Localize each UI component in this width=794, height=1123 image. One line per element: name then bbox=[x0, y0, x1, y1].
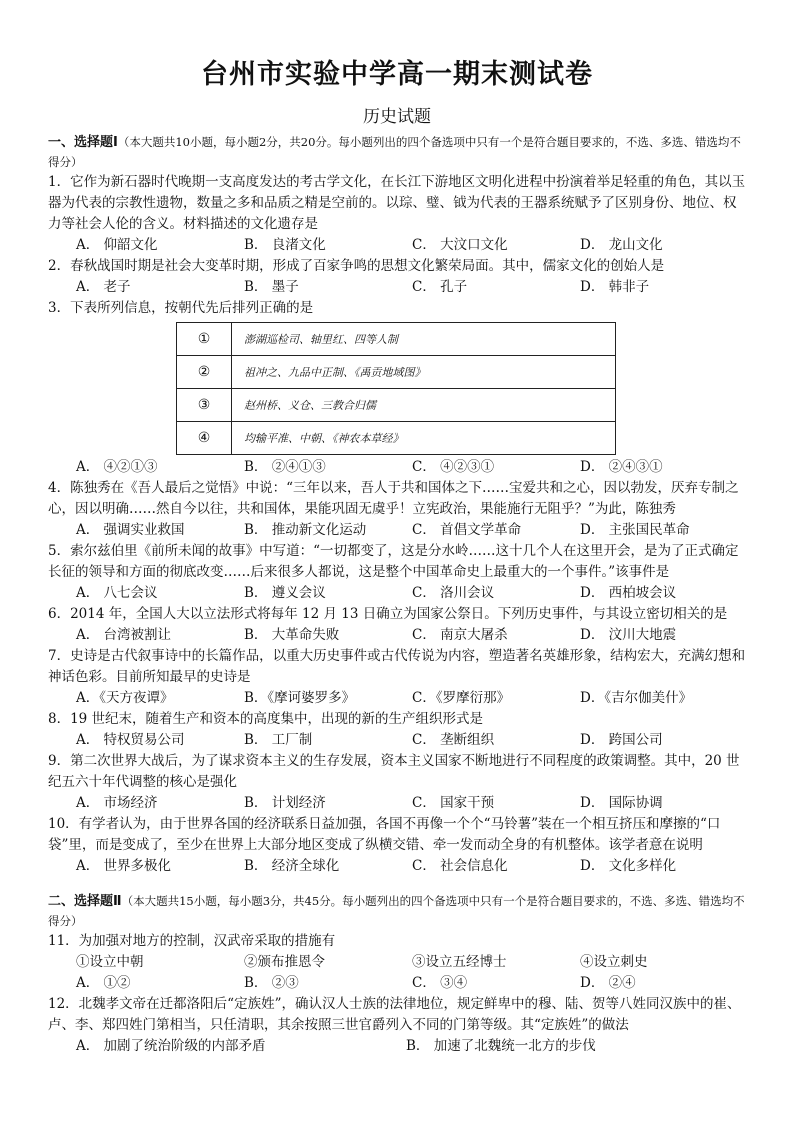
question-10-options bbox=[48, 856, 748, 877]
question-5-stem: 5．索尔兹伯里《前所未闻的故事》中写道：“一切都变了，这是分水岭……这十几个人在这里开会，是为了正式确定长征的领导和方面的彻底改变……后来很多人都说，这是整个中国革命史上最重大的一个事件。”该事件是 bbox=[48, 543, 739, 580]
option-c[interactable]: C． 首倡文学革命 bbox=[412, 522, 522, 538]
option-b[interactable]: B． 工厂制 bbox=[244, 732, 313, 748]
row-number: ④ bbox=[177, 422, 232, 455]
question-2-stem: 2．春秋战国时期是社会大变革时期，形成了百家争鸣的思想文化繁荣局面。其中，儒家文化的创始人是 bbox=[48, 258, 665, 274]
question-5-options bbox=[48, 583, 748, 604]
table-row bbox=[177, 323, 616, 356]
option-c[interactable]: C． 垄断组织 bbox=[412, 732, 495, 748]
row-text: 祖冲之、九品中正制、《禹贡地域图》 bbox=[232, 356, 616, 389]
section-1-header bbox=[48, 132, 748, 172]
row-text: 均输平准、中朝、《神农本草经》 bbox=[232, 422, 616, 455]
row-text: 赵州桥、义仓、三教合归儒 bbox=[232, 389, 616, 422]
question-8-stem: 8．19 世纪末，随着生产和资本的高度集中，出现的新的生产组织形式是 bbox=[48, 711, 484, 727]
statement-item: ②颁布推恩令 bbox=[244, 954, 325, 970]
question-11-options bbox=[48, 973, 748, 994]
section-instructions: （本大题共15小题，每小题3分，共45分。每小题列出的四个备选项中只有一个是符合题目要求的，不选、多选、错选均不得分） bbox=[48, 894, 745, 928]
row-text: 澎湖巡检司、轴里红、四等人制 bbox=[232, 323, 616, 356]
option-d[interactable]: D． 西柏坡会议 bbox=[580, 585, 677, 601]
option-a[interactable]: A． 八七会议 bbox=[76, 585, 158, 601]
section-instructions: （本大题共10小题，每小题2分，共20分。每小题列出的四个备选项中只有一个是符合题目要求的，不选、多选、错选均不得分） bbox=[48, 135, 741, 169]
statement-item: ③设立五经博士 bbox=[412, 954, 507, 970]
dynasty-info-table bbox=[176, 322, 616, 455]
section-gap bbox=[48, 877, 748, 891]
option-b[interactable]: B． 遵义会议 bbox=[244, 585, 326, 601]
question-2-options bbox=[48, 277, 748, 298]
question-4-options bbox=[48, 520, 748, 541]
exam-title: 台州市实验中学高一期末测试卷 bbox=[201, 59, 593, 90]
option-c[interactable]: C． 社会信息化 bbox=[412, 858, 508, 874]
option-a[interactable]: A． 台湾被割让 bbox=[76, 627, 172, 643]
question-9-options bbox=[48, 793, 748, 814]
section-2-header bbox=[48, 891, 748, 931]
option-a[interactable]: A． 市场经济 bbox=[76, 795, 158, 811]
option-d[interactable]: D． 跨国公司 bbox=[580, 732, 663, 748]
option-a[interactable]: A． 仰韶文化 bbox=[76, 237, 158, 253]
question-6-options bbox=[48, 625, 748, 646]
option-d[interactable]: D． 韩非子 bbox=[580, 279, 650, 295]
table-row bbox=[177, 422, 616, 455]
section-title: 二、选择题Ⅱ bbox=[48, 894, 122, 909]
option-c[interactable]: C．《罗摩衍那》 bbox=[412, 690, 511, 706]
option-d[interactable]: D． 龙山文化 bbox=[580, 237, 663, 253]
question-12-options bbox=[48, 1036, 748, 1057]
option-b[interactable]: B． 墨子 bbox=[244, 279, 299, 295]
option-b[interactable]: B． 计划经济 bbox=[244, 795, 326, 811]
statement-item: ④设立刺史 bbox=[580, 954, 648, 970]
option-a[interactable]: A． 老子 bbox=[76, 279, 131, 295]
question-1-stem: 1．它作为新石器时代晚期一支高度发达的考古学文化，在长江下游地区文明化进程中扮演着举足轻重的角色，其以玉器为代表的宗教性遗物，数量之多和品质之精是空前的。以琮、璧、钺为代表的王器系统赋予了区别身份、地位、权力等社会人伦的含义。材料描述的文化遗存是 bbox=[48, 174, 746, 232]
question-4-stem: 4．陈独秀在《吾人最后之觉悟》中说：“三年以来，吾人于共和国体之下……宝爱共和之心，因以勃发，厌弃专制之心，因以明确……然自今以往，共和国体，果能巩固无虞乎！立宪政治，果能施行无阻乎？”为此，陈独秀 bbox=[48, 480, 739, 517]
question-12-stem: 12．北魏孝文帝在迁都洛阳后“定族姓”，确认汉人士族的法律地位，规定鲜卑中的穆、陆、贺等八姓同汉族中的崔、卢、李、郑四姓门第相当，只任清职，其余按照三世官爵列入不同的门第等级。其“定族姓”的做法 bbox=[48, 996, 741, 1033]
question-6-stem: 6．2014 年，全国人大以立法形式将每年 12 月 13 日确立为国家公祭日。下列历史事件，与其设立密切相关的是 bbox=[48, 606, 728, 622]
option-c[interactable]: C． ③④ bbox=[412, 975, 468, 991]
option-b[interactable]: B． ②④①③ bbox=[244, 459, 326, 475]
exam-subtitle: 历史试题 bbox=[363, 107, 431, 127]
question-7-options bbox=[48, 688, 748, 709]
option-b[interactable]: B． 经济全球化 bbox=[244, 858, 340, 874]
statement-item: ①设立中朝 bbox=[76, 954, 144, 970]
option-d[interactable]: D． 主张国民革命 bbox=[580, 522, 690, 538]
option-c[interactable]: C． ④②③① bbox=[412, 459, 495, 475]
option-d[interactable]: D．《吉尔伽美什》 bbox=[580, 690, 693, 706]
option-a[interactable]: A． 世界多极化 bbox=[76, 858, 172, 874]
question-3-options bbox=[48, 457, 748, 478]
option-a[interactable]: A． 加剧了统治阶级的内部矛盾 bbox=[76, 1038, 266, 1054]
row-number: ③ bbox=[177, 389, 232, 422]
option-d[interactable]: D． 汶川大地震 bbox=[580, 627, 677, 643]
option-a[interactable]: A． 强调实业救国 bbox=[76, 522, 185, 538]
option-d[interactable]: D． ②④③① bbox=[580, 459, 663, 475]
question-1-options bbox=[48, 235, 748, 256]
option-b[interactable]: B．《摩诃婆罗多》 bbox=[244, 690, 356, 706]
option-a[interactable]: A．《天方夜谭》 bbox=[76, 690, 174, 706]
section-title: 一、选择题Ⅰ bbox=[48, 135, 118, 150]
option-b[interactable]: B． ②③ bbox=[244, 975, 299, 991]
option-c[interactable]: C． 南京大屠杀 bbox=[412, 627, 508, 643]
question-11-stem: 11．为加强对地方的控制，汉武帝采取的措施有 bbox=[48, 933, 336, 949]
option-a[interactable]: A． ①② bbox=[76, 975, 131, 991]
option-b[interactable]: B． 大革命失败 bbox=[244, 627, 340, 643]
option-c[interactable]: C． 国家干预 bbox=[412, 795, 495, 811]
option-b[interactable]: B． 加速了北魏统一北方的步伐 bbox=[406, 1038, 596, 1054]
question-7-stem: 7．史诗是古代叙事诗中的长篇作品，以重大历史事件或古代传说为内容，塑造著名英雄形象，结构宏大，充满幻想和神话色彩。目前所知最早的史诗是 bbox=[48, 648, 746, 685]
question-10-stem: 10．有学者认为，由于世界各国的经济联系日益加强，各国不再像一个个“马铃薯”装在一个相互挤压和摩擦的“口袋”里，而是变成了，至少在世界上大部分地区变成了纵横交错、牵一发而动全身的有机整体。该学者意在说明 bbox=[48, 816, 721, 853]
option-b[interactable]: B． 推动新文化运动 bbox=[244, 522, 367, 538]
option-d[interactable]: D． 国际协调 bbox=[580, 795, 663, 811]
row-number: ② bbox=[177, 356, 232, 389]
option-c[interactable]: C． 孔子 bbox=[412, 279, 468, 295]
question-9-stem: 9．第二次世界大战后，为了谋求资本主义的生存发展，资本主义国家不断地进行不同程度的政策调整。其中，20 世纪五六十年代调整的核心是强化 bbox=[48, 753, 740, 790]
table-row bbox=[177, 389, 616, 422]
question-3-stem: 3．下表所列信息，按朝代先后排列正确的是 bbox=[48, 300, 314, 316]
option-d[interactable]: D． 文化多样化 bbox=[580, 858, 677, 874]
option-c[interactable]: C． 洛川会议 bbox=[412, 585, 495, 601]
option-d[interactable]: D． ②④ bbox=[580, 975, 636, 991]
exam-content bbox=[48, 132, 748, 1057]
option-a[interactable]: A． 特权贸易公司 bbox=[76, 732, 185, 748]
option-a[interactable]: A． ④②①③ bbox=[76, 459, 158, 475]
table-row bbox=[177, 356, 616, 389]
option-c[interactable]: C． 大汶口文化 bbox=[412, 237, 508, 253]
question-11-items bbox=[48, 952, 748, 973]
row-number: ① bbox=[177, 323, 232, 356]
question-8-options bbox=[48, 730, 748, 751]
option-b[interactable]: B． 良渚文化 bbox=[244, 237, 326, 253]
